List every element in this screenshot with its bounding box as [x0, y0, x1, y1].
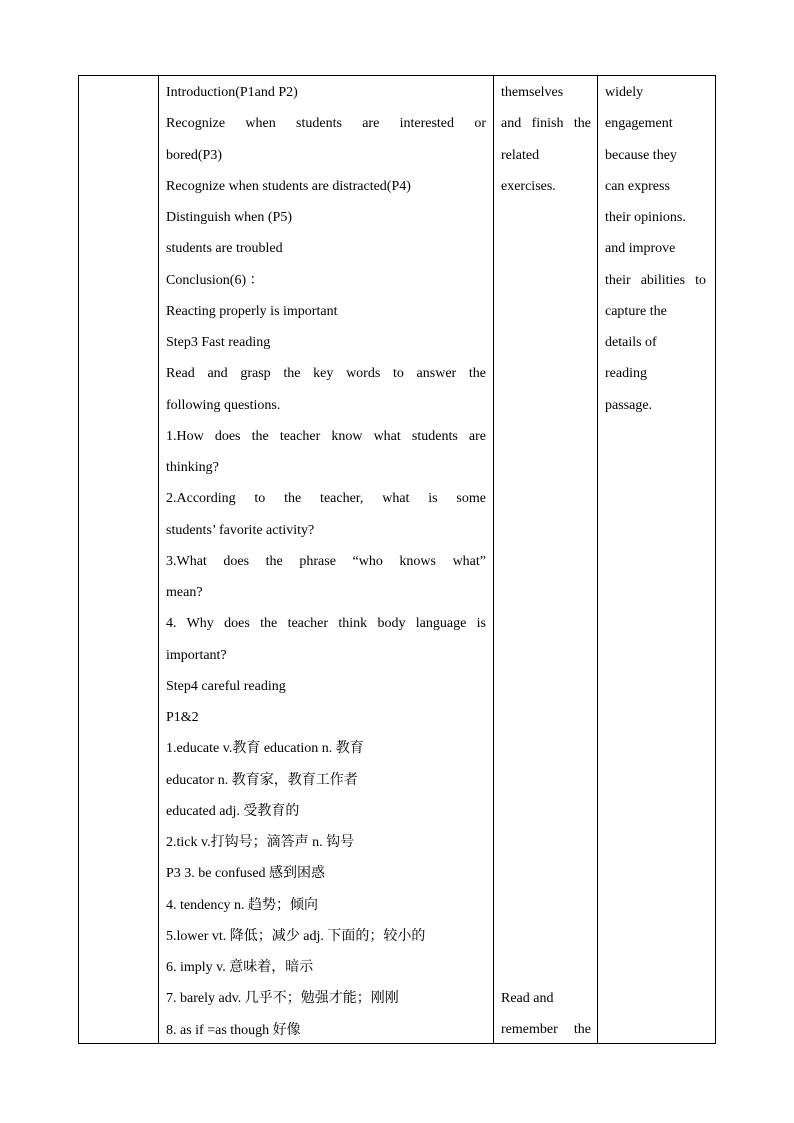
text-line: bored(P3) [166, 147, 222, 163]
text-line: remember the [501, 1022, 591, 1038]
text-line: their abilities to [605, 272, 706, 288]
text-line: 8. as if =as though 好像 [166, 1022, 301, 1038]
text-line: exercises. [501, 178, 556, 194]
text-line: and improve [605, 241, 676, 257]
table-column-student-activity [494, 76, 598, 1043]
text-line: passage. [605, 397, 653, 413]
text-line: and finish the [501, 116, 591, 132]
text-line: Read and [501, 991, 554, 1006]
text-line: 4. Why does the teacher think body language is [166, 616, 486, 632]
text-line: capture the [605, 303, 667, 319]
text-line: important? [166, 647, 227, 663]
text-line: themselves [501, 85, 564, 100]
text-line: following questions. [166, 397, 281, 413]
text-line: reading [605, 366, 647, 382]
text-line: Recognize when students are interested or [166, 116, 486, 132]
text-line: P3 3. be confused 感到困惑 [166, 866, 326, 882]
text-line: 2.tick v.打钩号；滴答声 n. 钩号 [166, 835, 355, 850]
text-line: Step3 Fast reading [166, 335, 271, 350]
text-line: students are troubled [166, 241, 283, 257]
text-line: 3.What does the phrase “who knows what” [166, 553, 486, 569]
text-line: can express [605, 178, 670, 194]
table-column-purpose [598, 76, 715, 1043]
text-line: educated adj. 受教育的 [166, 803, 300, 819]
text-line: 1.How does the teacher know what students are [166, 428, 486, 444]
text-line: educator n. 教育家，教育工作者 [166, 772, 358, 788]
student-activity-text-bottom [501, 988, 591, 1051]
text-line: students’ favorite activity? [166, 522, 315, 538]
student-activity-text [501, 82, 591, 207]
text-line: 1.educate v.教育 education n. 教育 [166, 741, 364, 757]
text-line: Recognize when students are distracted(P4) [166, 178, 411, 194]
text-line: Step4 careful reading [166, 678, 286, 694]
purpose-text [605, 82, 706, 426]
text-line: mean? [166, 585, 203, 600]
table-column-procedure [159, 76, 494, 1043]
text-line: 5.lower vt. 降低；减少 adj. 下面的；较小的 [166, 928, 426, 944]
text-line: 2.According to the teacher, what is some [166, 491, 486, 507]
text-line: thinking? [166, 460, 219, 475]
text-line: because they [605, 147, 677, 163]
text-line: 7. barely adv. 几乎不；勉强才能；刚刚 [166, 991, 399, 1007]
text-line: details of [605, 335, 657, 350]
text-line: P1&2 [166, 710, 199, 725]
text-line: widely [605, 85, 644, 100]
table-column-empty [79, 76, 159, 1043]
procedure-text [166, 82, 486, 1051]
lesson-plan-table [78, 75, 716, 1044]
text-line: their opinions. [605, 210, 686, 225]
text-line: 6. imply v. 意味着，暗示 [166, 960, 314, 975]
text-line: 4. tendency n. 趋势；倾向 [166, 897, 319, 913]
text-line: engagement [605, 116, 673, 132]
text-line: Distinguish when (P5) [166, 210, 292, 225]
text-line: Introduction(P1and P2) [166, 85, 298, 100]
text-line: related [501, 147, 540, 163]
text-line: Reacting properly is important [166, 303, 338, 319]
text-line: Read and grasp the key words to answer the [166, 366, 486, 382]
text-line: Conclusion(6) ： [166, 272, 264, 288]
